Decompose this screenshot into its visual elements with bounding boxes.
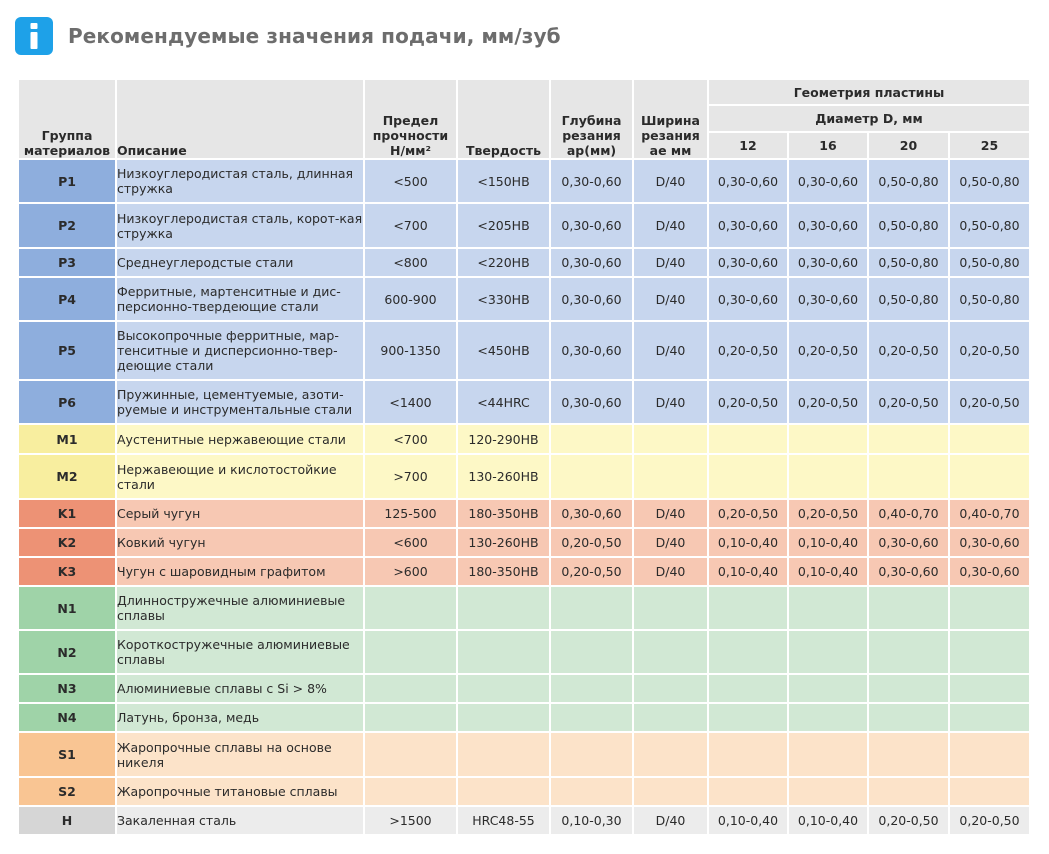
- table-row: [18, 380, 1030, 424]
- material-group: M1: [18, 424, 116, 454]
- header-d12: 12: [708, 132, 788, 159]
- hardness-value: [457, 732, 550, 777]
- feed-d25: [949, 777, 1030, 806]
- feed-d16: [788, 732, 868, 777]
- depth-value: 0,20-0,50: [550, 528, 633, 557]
- feed-d20: 0,50-0,80: [868, 248, 949, 277]
- hardness-value: [457, 703, 550, 732]
- feed-d12: [708, 703, 788, 732]
- feed-d25: 0,20-0,50: [949, 321, 1030, 380]
- width-value: [633, 424, 708, 454]
- width-value: D/40: [633, 806, 708, 835]
- feed-d12: 0,20-0,50: [708, 380, 788, 424]
- feed-d12: 0,20-0,50: [708, 321, 788, 380]
- material-group: P2: [18, 203, 116, 248]
- feed-d12: 0,30-0,60: [708, 277, 788, 321]
- feed-d16: [788, 630, 868, 674]
- material-description: Аустенитные нержавеющие стали: [116, 424, 364, 454]
- strength-value: [364, 777, 457, 806]
- feed-d25: [949, 674, 1030, 703]
- strength-value: <700: [364, 203, 457, 248]
- depth-value: [550, 674, 633, 703]
- feed-d16: [788, 424, 868, 454]
- feed-d25: 0,20-0,50: [949, 380, 1030, 424]
- width-value: [633, 586, 708, 630]
- feed-d16: 0,20-0,50: [788, 499, 868, 528]
- hardness-value: HRC48-55: [457, 806, 550, 835]
- hardness-value: 130-260HB: [457, 454, 550, 499]
- material-group: K3: [18, 557, 116, 586]
- feed-d20: [868, 630, 949, 674]
- material-description: Среднеуглеродстые стали: [116, 248, 364, 277]
- material-group: S1: [18, 732, 116, 777]
- feed-d12: 0,10-0,40: [708, 528, 788, 557]
- depth-value: 0,30-0,60: [550, 380, 633, 424]
- width-value: [633, 703, 708, 732]
- feed-d16: [788, 674, 868, 703]
- feed-d20: [868, 674, 949, 703]
- strength-value: <800: [364, 248, 457, 277]
- feed-d20: 0,40-0,70: [868, 499, 949, 528]
- feed-d25: 0,40-0,70: [949, 499, 1030, 528]
- table-row: [18, 806, 1030, 835]
- feed-d16: 0,30-0,60: [788, 277, 868, 321]
- width-value: D/40: [633, 380, 708, 424]
- width-value: [633, 732, 708, 777]
- table-row: [18, 732, 1030, 777]
- header-d20: 20: [868, 132, 949, 159]
- feed-d16: 0,20-0,50: [788, 380, 868, 424]
- width-value: [633, 777, 708, 806]
- feed-table: [17, 78, 1031, 836]
- material-description: Чугун с шаровидным графитом: [116, 557, 364, 586]
- feed-d25: [949, 586, 1030, 630]
- header-width: Ширина резания ae мм: [633, 79, 708, 159]
- header-group: Группа материалов: [18, 79, 116, 159]
- strength-value: 900-1350: [364, 321, 457, 380]
- hardness-value: <450HB: [457, 321, 550, 380]
- header-d16: 16: [788, 132, 868, 159]
- material-group: P4: [18, 277, 116, 321]
- header-hardness: Твердость: [457, 79, 550, 159]
- feed-d16: 0,30-0,60: [788, 203, 868, 248]
- hardness-value: [457, 674, 550, 703]
- strength-value: [364, 732, 457, 777]
- table-row: [18, 321, 1030, 380]
- strength-value: [364, 674, 457, 703]
- material-description: Низкоуглеродистая сталь, корот-кая стружка: [116, 203, 364, 248]
- feed-d20: [868, 424, 949, 454]
- header-geometry: Геометрия пластины: [708, 79, 1030, 105]
- feed-d16: [788, 454, 868, 499]
- depth-value: 0,30-0,60: [550, 321, 633, 380]
- feed-d16: 0,20-0,50: [788, 321, 868, 380]
- feed-d20: [868, 586, 949, 630]
- feed-d20: 0,50-0,80: [868, 159, 949, 203]
- depth-value: [550, 586, 633, 630]
- material-group: H: [18, 806, 116, 835]
- feed-d25: 0,30-0,60: [949, 528, 1030, 557]
- table-row: [18, 703, 1030, 732]
- strength-value: [364, 630, 457, 674]
- hardness-value: <44HRC: [457, 380, 550, 424]
- feed-d16: [788, 586, 868, 630]
- feed-d12: [708, 674, 788, 703]
- table-row: [18, 630, 1030, 674]
- feed-d12: 0,30-0,60: [708, 159, 788, 203]
- table-row: [18, 203, 1030, 248]
- hardness-value: [457, 630, 550, 674]
- depth-value: 0,30-0,60: [550, 499, 633, 528]
- feed-d16: 0,10-0,40: [788, 557, 868, 586]
- material-description: Жаропрочные титановые сплавы: [116, 777, 364, 806]
- feed-d12: 0,30-0,60: [708, 248, 788, 277]
- feed-d20: 0,30-0,60: [868, 557, 949, 586]
- feed-d20: [868, 732, 949, 777]
- depth-value: [550, 703, 633, 732]
- depth-value: [550, 777, 633, 806]
- table-row: [18, 586, 1030, 630]
- header-diameter: Диаметр D, мм: [708, 105, 1030, 132]
- table-row: [18, 248, 1030, 277]
- material-group: K2: [18, 528, 116, 557]
- feed-d20: [868, 777, 949, 806]
- material-group: N1: [18, 586, 116, 630]
- feed-d20: 0,50-0,80: [868, 277, 949, 321]
- feed-d16: 0,30-0,60: [788, 159, 868, 203]
- depth-value: 0,30-0,60: [550, 203, 633, 248]
- feed-d12: [708, 630, 788, 674]
- strength-value: 125-500: [364, 499, 457, 528]
- material-group: P3: [18, 248, 116, 277]
- feed-d25: [949, 630, 1030, 674]
- feed-d25: 0,50-0,80: [949, 159, 1030, 203]
- material-description: Серый чугун: [116, 499, 364, 528]
- feed-d16: [788, 703, 868, 732]
- width-value: D/40: [633, 321, 708, 380]
- material-group: P1: [18, 159, 116, 203]
- feed-d20: 0,20-0,50: [868, 380, 949, 424]
- width-value: [633, 674, 708, 703]
- feed-d12: 0,10-0,40: [708, 806, 788, 835]
- header-description: Описание: [116, 79, 364, 159]
- material-description: Закаленная сталь: [116, 806, 364, 835]
- feed-d20: [868, 454, 949, 499]
- feed-d20: 0,30-0,60: [868, 528, 949, 557]
- material-group: S2: [18, 777, 116, 806]
- feed-d25: 0,30-0,60: [949, 557, 1030, 586]
- header-strength: Предел прочности Н/мм²: [364, 79, 457, 159]
- material-group: N2: [18, 630, 116, 674]
- info-icon: [15, 17, 53, 55]
- strength-value: [364, 586, 457, 630]
- material-group: N3: [18, 674, 116, 703]
- feed-d25: 0,50-0,80: [949, 203, 1030, 248]
- hardness-value: <205HB: [457, 203, 550, 248]
- strength-value: <500: [364, 159, 457, 203]
- feed-d25: 0,50-0,80: [949, 277, 1030, 321]
- feed-d12: 0,30-0,60: [708, 203, 788, 248]
- page-header: [15, 17, 561, 55]
- header-depth: Глубина резания ap(мм): [550, 79, 633, 159]
- strength-value: <1400: [364, 380, 457, 424]
- feed-d12: [708, 777, 788, 806]
- depth-value: 0,30-0,60: [550, 159, 633, 203]
- strength-value: >600: [364, 557, 457, 586]
- feed-d25: [949, 732, 1030, 777]
- hardness-value: 130-260HB: [457, 528, 550, 557]
- feed-d16: [788, 777, 868, 806]
- width-value: D/40: [633, 203, 708, 248]
- table-row: [18, 499, 1030, 528]
- depth-value: [550, 732, 633, 777]
- depth-value: 0,30-0,60: [550, 248, 633, 277]
- material-group: M2: [18, 454, 116, 499]
- material-group: K1: [18, 499, 116, 528]
- hardness-value: 180-350HB: [457, 499, 550, 528]
- feed-d20: 0,20-0,50: [868, 806, 949, 835]
- width-value: D/40: [633, 277, 708, 321]
- feed-d25: [949, 424, 1030, 454]
- strength-value: >1500: [364, 806, 457, 835]
- width-value: D/40: [633, 499, 708, 528]
- material-group: N4: [18, 703, 116, 732]
- material-description: Нержавеющие и кислотостойкие стали: [116, 454, 364, 499]
- page-title: Рекомендуемые значения подачи, мм/зуб: [68, 24, 561, 48]
- material-description: Пружинные, цементуемые, азоти-руемые и инструментальные стали: [116, 380, 364, 424]
- feed-d25: [949, 703, 1030, 732]
- depth-value: 0,10-0,30: [550, 806, 633, 835]
- width-value: [633, 454, 708, 499]
- strength-value: >700: [364, 454, 457, 499]
- depth-value: [550, 424, 633, 454]
- hardness-value: [457, 586, 550, 630]
- table-row: [18, 777, 1030, 806]
- depth-value: 0,20-0,50: [550, 557, 633, 586]
- hardness-value: <220HB: [457, 248, 550, 277]
- table-row: [18, 674, 1030, 703]
- feed-d12: [708, 454, 788, 499]
- feed-d20: [868, 703, 949, 732]
- material-description: Жаропрочные сплавы на основе никеля: [116, 732, 364, 777]
- table-row: [18, 424, 1030, 454]
- width-value: [633, 630, 708, 674]
- width-value: D/40: [633, 557, 708, 586]
- material-group: P5: [18, 321, 116, 380]
- hardness-value: <150HB: [457, 159, 550, 203]
- material-description: Ковкий чугун: [116, 528, 364, 557]
- feed-d16: 0,30-0,60: [788, 248, 868, 277]
- header-d25: 25: [949, 132, 1030, 159]
- feed-d25: [949, 454, 1030, 499]
- feed-d12: 0,20-0,50: [708, 499, 788, 528]
- material-description: Алюминиевые сплавы с Si > 8%: [116, 674, 364, 703]
- table-row: [18, 159, 1030, 203]
- material-description: Высокопрочные ферритные, мар-тенситные и дисперсионно-твер-деющие стали: [116, 321, 364, 380]
- feed-d25: 0,20-0,50: [949, 806, 1030, 835]
- feed-d25: 0,50-0,80: [949, 248, 1030, 277]
- feed-d20: 0,50-0,80: [868, 203, 949, 248]
- material-description: Ферритные, мартенситные и дис-персионно-твердеющие стали: [116, 277, 364, 321]
- material-description: Латунь, бронза, медь: [116, 703, 364, 732]
- table-row: [18, 528, 1030, 557]
- feed-d20: 0,20-0,50: [868, 321, 949, 380]
- material-description: Длинностружечные алюминиевые сплавы: [116, 586, 364, 630]
- width-value: D/40: [633, 159, 708, 203]
- material-group: P6: [18, 380, 116, 424]
- feed-d16: 0,10-0,40: [788, 528, 868, 557]
- hardness-value: [457, 777, 550, 806]
- strength-value: <600: [364, 528, 457, 557]
- strength-value: <700: [364, 424, 457, 454]
- depth-value: [550, 630, 633, 674]
- table-row: [18, 277, 1030, 321]
- table-row: [18, 557, 1030, 586]
- strength-value: [364, 703, 457, 732]
- hardness-value: 120-290HB: [457, 424, 550, 454]
- depth-value: [550, 454, 633, 499]
- material-description: Низкоуглеродистая сталь, длинная стружка: [116, 159, 364, 203]
- width-value: D/40: [633, 528, 708, 557]
- width-value: D/40: [633, 248, 708, 277]
- table-row: [18, 454, 1030, 499]
- hardness-value: <330HB: [457, 277, 550, 321]
- material-description: Короткостружечные алюминиевые сплавы: [116, 630, 364, 674]
- feed-d12: 0,10-0,40: [708, 557, 788, 586]
- depth-value: 0,30-0,60: [550, 277, 633, 321]
- feed-d12: [708, 732, 788, 777]
- feed-d12: [708, 424, 788, 454]
- feed-d16: 0,10-0,40: [788, 806, 868, 835]
- strength-value: 600-900: [364, 277, 457, 321]
- feed-d12: [708, 586, 788, 630]
- hardness-value: 180-350HB: [457, 557, 550, 586]
